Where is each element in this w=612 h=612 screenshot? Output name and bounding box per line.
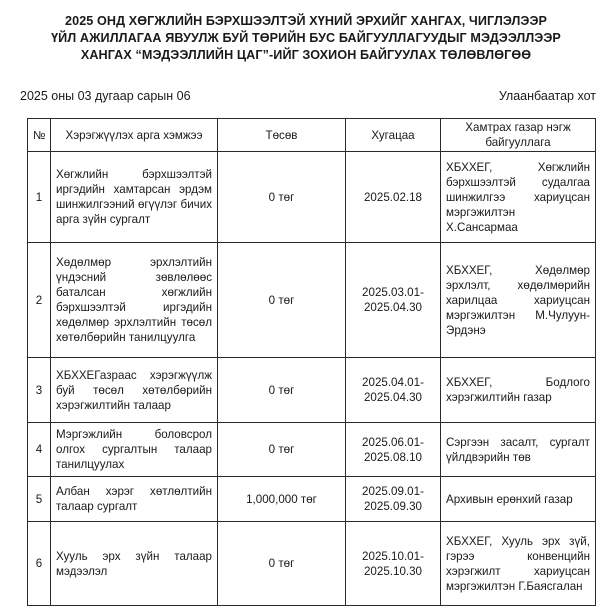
- header-num: №: [28, 119, 51, 152]
- row-period: 2025.10.01-2025.10.30: [346, 522, 441, 606]
- row-budget: 1,000,000 төг: [218, 477, 346, 522]
- row-budget: 0 төг: [218, 243, 346, 358]
- row-num: 1: [28, 152, 51, 243]
- row-partner: Сэргээн засалт, сургалт үйлдвэрийн төв: [441, 423, 596, 477]
- header-period: Хугацаа: [346, 119, 441, 152]
- title-line: ХАНГАХ “МЭДЭЭЛЛИЙН ЦАГ”-ИЙГ ЗОХИОН БАЙГУУЛАХ ТӨЛӨВЛӨГӨӨ: [80, 48, 532, 62]
- row-partner: ХБХХЕГ, Хөдөлмөр эрхлэлт, хөдөлмөрийн харилцаа хариуцсан мэргэжилтэн М.Чулуун-Эрдэнэ: [441, 243, 596, 358]
- row-activity: ХБХХЕГазраас хэрэгжүүлж буй төсөл хөтөлбөрийн хэрэгжилтийн талаар: [51, 358, 218, 423]
- row-period: 2025.06.01-2025.08.10: [346, 423, 441, 477]
- row-period: 2025.02.18: [346, 152, 441, 243]
- row-partner: Архивын ерөнхий газар: [441, 477, 596, 522]
- table-row: [28, 423, 596, 477]
- row-budget: 0 төг: [218, 358, 346, 423]
- table-header-row: [28, 119, 596, 152]
- row-period: 2025.03.01-2025.04.30: [346, 243, 441, 358]
- title-line: ҮЙЛ АЖИЛЛАГАА ЯВУУЛЖ БУЙ ТӨРИЙН БУС БАЙГУУЛЛАГУУДЫГ МЭДЭЭЛЛЭЭР: [51, 31, 561, 45]
- document-place: Улаанбаатар хот: [498, 89, 596, 103]
- row-partner: ХБХХЕГ, Хууль эрх зүй, гэрээ конвенцийн хэрэгжилт хариуцсан мэргэжилтэн Г.Баясгалан: [441, 522, 596, 606]
- plan-table: [27, 118, 596, 606]
- document-title: [14, 13, 598, 64]
- header-budget: Төсөв: [218, 119, 346, 152]
- row-num: 4: [28, 423, 51, 477]
- table-row: [28, 358, 596, 423]
- table-row: [28, 477, 596, 522]
- title-line: 2025 ОНД ХӨГЖЛИЙН БЭРХШЭЭЛТЭЙ ХҮНИЙ ЭРХИЙГ ХАНГАХ, ЧИГЛЭЛЭЭР: [64, 14, 548, 28]
- row-num: 5: [28, 477, 51, 522]
- document-date: 2025 оны 03 дугаар сарын 06: [20, 89, 191, 103]
- row-budget: 0 төг: [218, 522, 346, 606]
- row-partner: ХБХХЕГ, Хөгжлийн бэрхшээлтэй судалгаа шинжилгээ хариуцсан мэргэжилтэн Х.Сансармаа: [441, 152, 596, 243]
- table-row: [28, 152, 596, 243]
- row-activity: Албан хэрэг хөтлөлтийн талаар сургалт: [51, 477, 218, 522]
- row-budget: 0 төг: [218, 152, 346, 243]
- row-num: 6: [28, 522, 51, 606]
- row-num: 3: [28, 358, 51, 423]
- row-activity: Хөдөлмөр эрхлэлтийн үндэсний зөвлөлөөс баталсан хөгжлийн бэрхшээлтэй иргэдийн хөдөлмөр эрхлэлтийн төсөл хөтөлбөрийн танилцуулга: [51, 243, 218, 358]
- table-row: [28, 522, 596, 606]
- header-activity: Хэрэгжүүлэх арга хэмжээ: [51, 119, 218, 152]
- row-partner: ХБХХЕГ, Бодлого хэрэгжилтийн газар: [441, 358, 596, 423]
- header-partner: Хамтрах газар нэгж байгууллага: [441, 119, 596, 152]
- table-row: [28, 243, 596, 358]
- row-period: 2025.09.01-2025.09.30: [346, 477, 441, 522]
- row-activity: Хөгжлийн бэрхшээлтэй иргэдийн хамтарсан эрдэм шинжилгээний өгүүлэг бичих арга зүйн сургалт: [51, 152, 218, 243]
- row-budget: 0 төг: [218, 423, 346, 477]
- row-num: 2: [28, 243, 51, 358]
- row-activity: Мэргэжлийн боловсрол олгох сургалтын талаар танилцуулах: [51, 423, 218, 477]
- row-period: 2025.04.01-2025.04.30: [346, 358, 441, 423]
- row-activity: Хууль эрх зүйн талаар мэдээлэл: [51, 522, 218, 606]
